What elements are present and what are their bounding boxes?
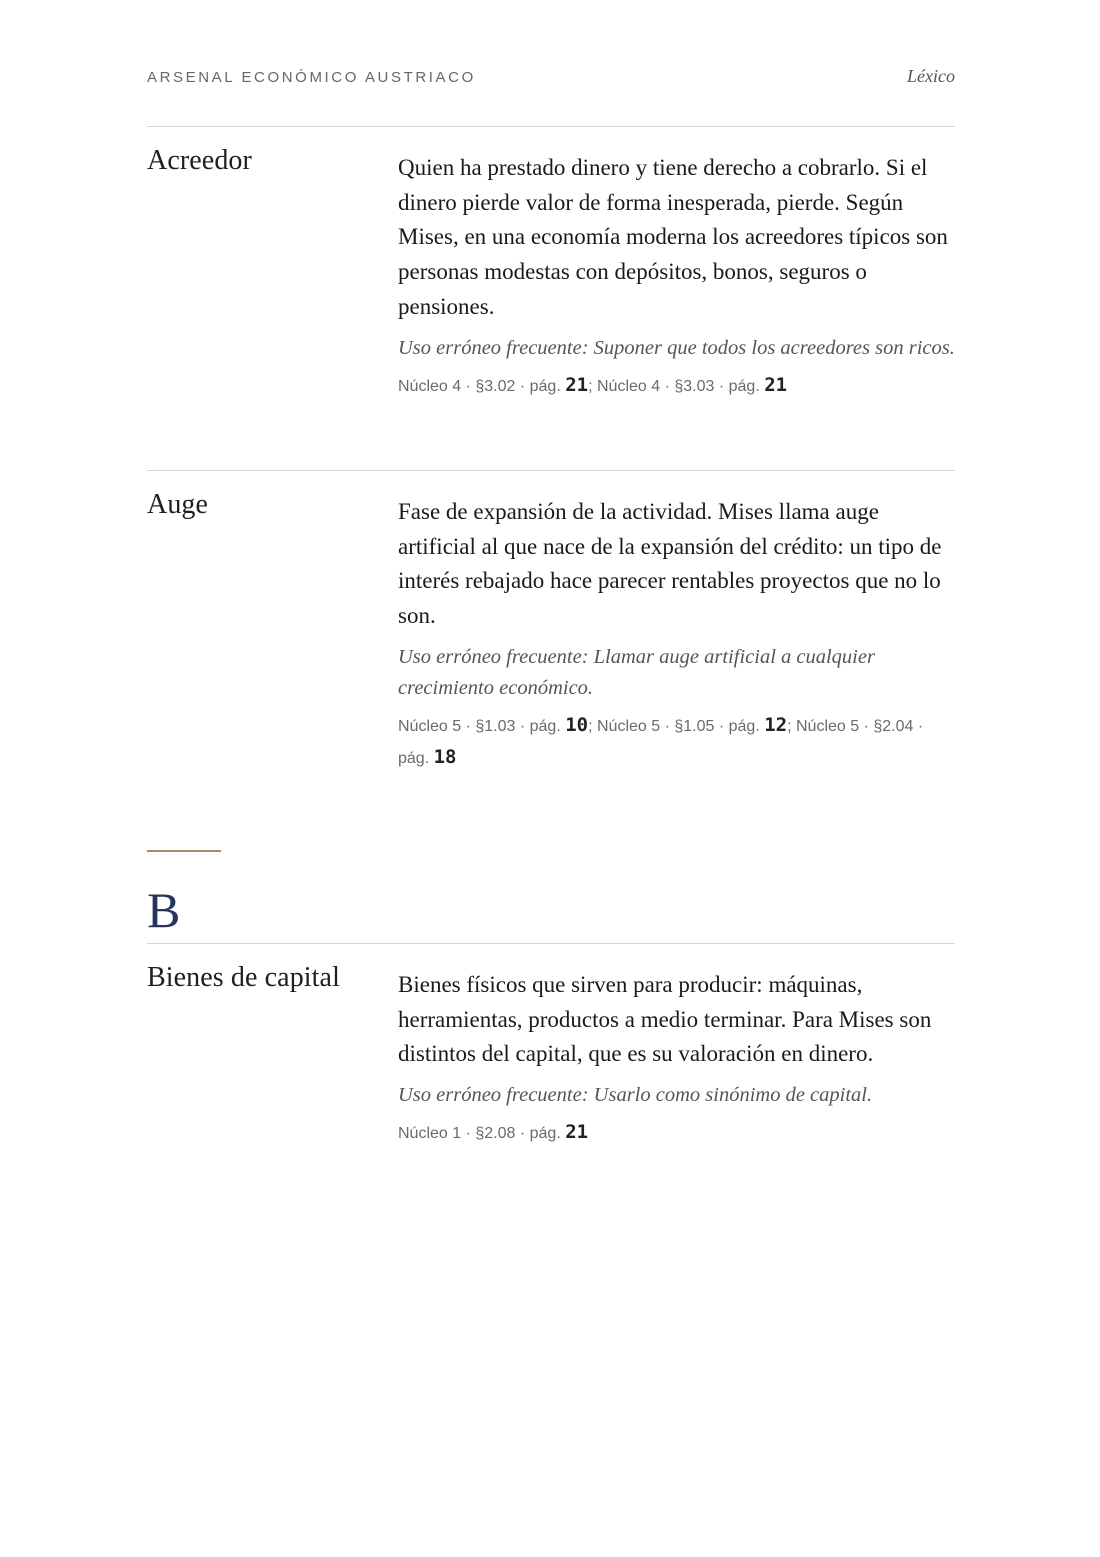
entry-references: Núcleo 4 · §3.02 · pág. 21; Núcleo 4 · §3.03 · pág. 21	[398, 373, 788, 396]
misuse-text: Suponer que todos los acreedores son ricos.	[593, 336, 955, 359]
entry-term: Acreedor	[147, 145, 252, 176]
reference-text: Núcleo 4 · §3.02 · pág.	[398, 377, 561, 395]
misuse-label: Uso erróneo frecuente	[398, 336, 582, 359]
misuse-label: Uso erróneo frecuente	[398, 1084, 582, 1107]
section-name: Léxico	[907, 66, 955, 86]
reference-text: Núcleo 5 · §2.04 · pág.	[398, 717, 924, 767]
entry-definition: Quien ha prestado dinero y tiene derecho a cobrarlo. Si el dinero pierde valor de forma inesperada, pierde. Según Mises, en una economía moderna los acreedores típicos son personas modestas con depósitos, bonos, seguros o pensiones.	[398, 155, 948, 319]
entry-body	[398, 151, 958, 402]
book-title: ARSENAL ECONÓMICO AUSTRIACO	[147, 69, 476, 86]
reference-page: 10	[565, 713, 589, 736]
misuse-label: Uso erróneo frecuente	[398, 645, 582, 668]
reference-page: 18	[433, 745, 457, 768]
entry-references	[398, 1117, 958, 1149]
glossary-entry	[147, 470, 955, 768]
entry-references: Núcleo 5 · §1.03 · pág. 10; Núcleo 5 · §1.05 · pág. 12; Núcleo 5 · §2.04 · pág. 18	[398, 713, 924, 768]
glossary-entry	[147, 126, 955, 396]
entry-definition: Bienes físicos que sirven para producir: máquinas, herramientas, productos a medio terminar. Para Mises son distintos del capital, que es su valoración en dinero.	[398, 972, 932, 1067]
reference-text: Núcleo 4 · §3.03 · pág.	[597, 377, 760, 395]
reference-page: 21	[565, 373, 589, 396]
reference-page: 12	[764, 713, 788, 736]
entry-body	[398, 968, 958, 1149]
misuse-note: Uso erróneo frecuente: Suponer que todos los acreedores son ricos.	[398, 336, 955, 359]
misuse-text: Usarlo como sinónimo de capital.	[593, 1084, 873, 1107]
misuse-note: Uso erróneo frecuente: Usarlo como sinónimo de capital.	[398, 1084, 873, 1107]
reference-text: Núcleo 1 · §2.08 · pág.	[398, 1125, 561, 1143]
letter-divider-rule	[147, 850, 221, 852]
reference-text: Núcleo 5 · §1.05 · pág.	[597, 717, 760, 735]
entry-body	[398, 495, 958, 774]
misuse-text: Llamar auge artificial a cualquier crecimiento económico.	[398, 645, 875, 699]
running-header	[147, 66, 955, 92]
entry-term: Auge	[147, 489, 209, 520]
entry-definition: Fase de expansión de la actividad. Mises llama auge artificial al que nace de la expansión del crédito: un tipo de interés rebajado hace parecer rentables proyectos que no lo son.	[398, 499, 942, 629]
entry-term: Bienes de capital	[147, 962, 340, 993]
reference-text: Núcleo 5 · §1.03 · pág.	[398, 717, 561, 735]
glossary-entry	[147, 943, 955, 1144]
misuse-note: Uso erróneo frecuente: Llamar auge artificial a cualquier crecimiento económico.	[398, 645, 875, 699]
reference-page: 21	[565, 1121, 589, 1144]
letter-heading: B	[147, 882, 181, 938]
reference-page: 21	[764, 373, 788, 396]
